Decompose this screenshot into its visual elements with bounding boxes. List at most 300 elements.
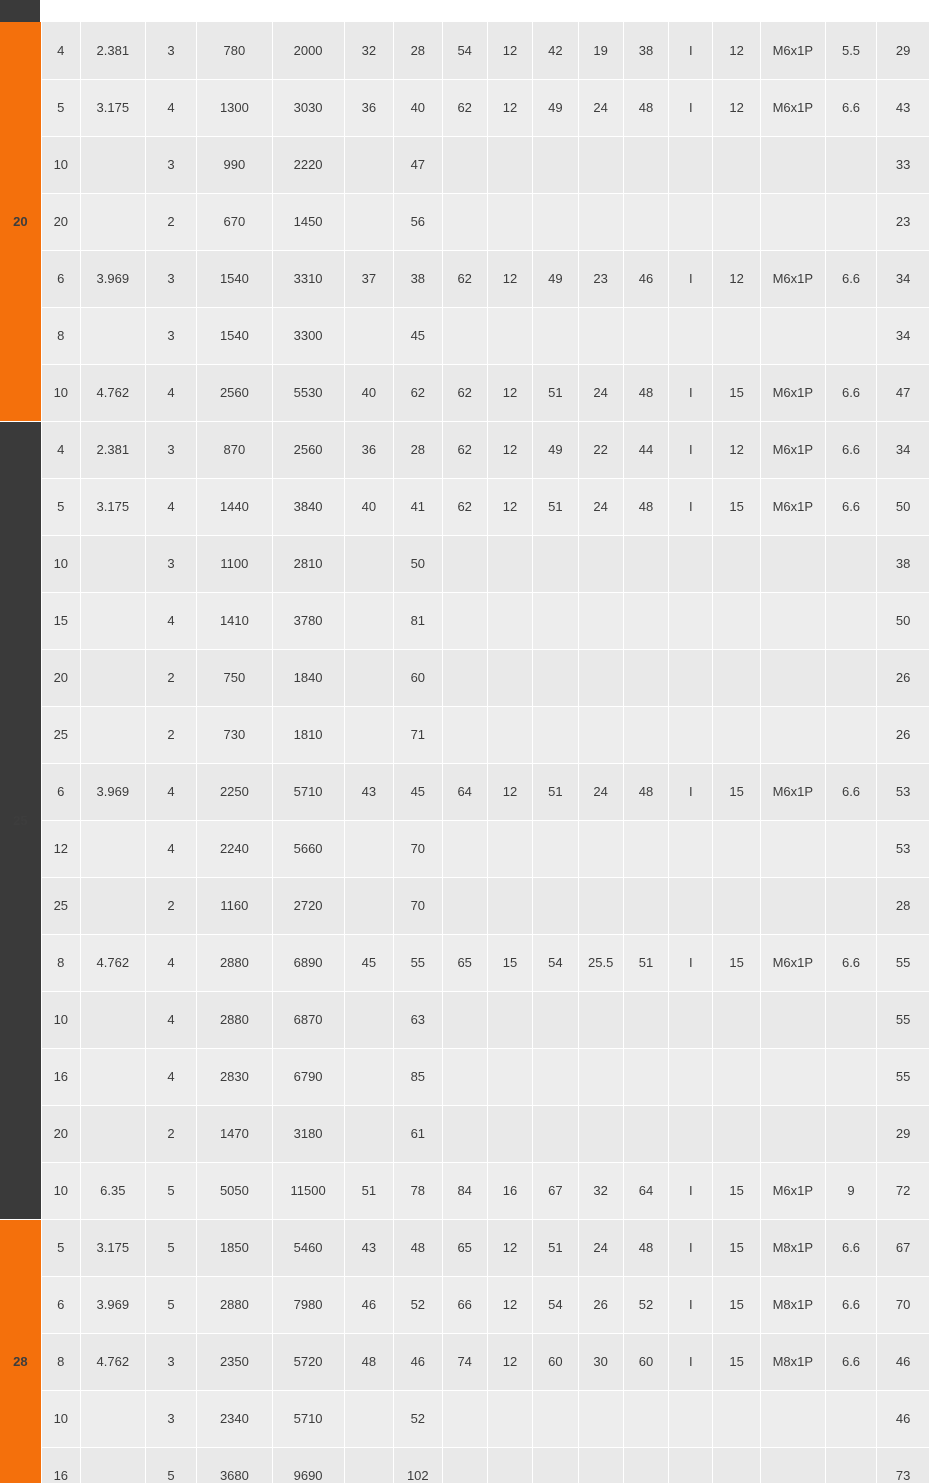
table-cell (344, 1390, 393, 1447)
table-cell: M6x1P (760, 934, 825, 991)
table-cell: 15 (487, 934, 532, 991)
table-cell: 15 (713, 478, 760, 535)
table-cell (487, 592, 532, 649)
table-cell: 43 (877, 79, 930, 136)
table-cell: 70 (877, 1276, 930, 1333)
table-cell: 46 (623, 250, 668, 307)
table-cell: 55 (877, 934, 930, 991)
table-row (0, 1447, 930, 1483)
table-cell: 2 (145, 706, 197, 763)
table-cell: 36 (344, 79, 393, 136)
table-cell: 8 (41, 934, 80, 991)
table-cell: 4 (145, 934, 197, 991)
table-cell: 6.6 (825, 763, 877, 820)
table-cell: 71 (394, 706, 442, 763)
table-cell: 1440 (197, 478, 272, 535)
table-cell: 2810 (272, 535, 344, 592)
table-cell: 730 (197, 706, 272, 763)
table-cell: 49 (533, 421, 578, 478)
table-cell (80, 592, 145, 649)
table-cell (487, 535, 532, 592)
table-cell: 15 (713, 1162, 760, 1219)
table-cell (760, 991, 825, 1048)
table-cell (760, 1390, 825, 1447)
table-cell: 26 (578, 1276, 623, 1333)
table-cell (442, 1105, 487, 1162)
table-cell: 51 (533, 1219, 578, 1276)
table-cell: M6x1P (760, 478, 825, 535)
table-cell (669, 1048, 713, 1105)
table-cell: 49 (533, 79, 578, 136)
table-cell: 2560 (272, 421, 344, 478)
table-cell (442, 877, 487, 934)
table-cell: 9690 (272, 1447, 344, 1483)
table-row (0, 934, 930, 991)
table-cell (713, 877, 760, 934)
table-cell: M8x1P (760, 1276, 825, 1333)
table-cell (825, 991, 877, 1048)
table-cell: 3840 (272, 478, 344, 535)
table-cell (760, 535, 825, 592)
table-cell: 10 (41, 991, 80, 1048)
table-cell (760, 1105, 825, 1162)
table-cell: 870 (197, 421, 272, 478)
table-cell: 3 (145, 1333, 197, 1390)
table-cell (825, 1390, 877, 1447)
table-cell: 1100 (197, 535, 272, 592)
table-cell (578, 820, 623, 877)
table-cell: 2 (145, 649, 197, 706)
table-cell: 3300 (272, 307, 344, 364)
table-cell: 81 (394, 592, 442, 649)
table-cell: 40 (344, 364, 393, 421)
table-cell: 12 (713, 421, 760, 478)
table-cell: 20 (41, 649, 80, 706)
table-cell: 2880 (197, 1276, 272, 1333)
table-cell: 30 (578, 1333, 623, 1390)
table-cell: 12 (487, 1219, 532, 1276)
table-top-strip (0, 0, 930, 22)
table-cell (623, 1048, 668, 1105)
table-cell (760, 877, 825, 934)
table-cell: 4 (145, 820, 197, 877)
table-cell: 5 (41, 79, 80, 136)
table-cell: 3180 (272, 1105, 344, 1162)
table-cell: 3.969 (80, 250, 145, 307)
table-cell: 67 (533, 1162, 578, 1219)
table-cell (442, 1048, 487, 1105)
table-cell: 40 (394, 79, 442, 136)
table-cell: 48 (623, 1219, 668, 1276)
table-row (0, 478, 930, 535)
table-cell: 9 (825, 1162, 877, 1219)
table-cell: 24 (578, 763, 623, 820)
table-cell (533, 1048, 578, 1105)
table-cell: 24 (578, 79, 623, 136)
table-row (0, 820, 930, 877)
table-cell (825, 1048, 877, 1105)
table-cell: M6x1P (760, 763, 825, 820)
table-cell (669, 1105, 713, 1162)
table-cell: 38 (623, 22, 668, 79)
table-cell: 750 (197, 649, 272, 706)
table-cell (533, 592, 578, 649)
table-cell (760, 820, 825, 877)
table-cell (578, 1447, 623, 1483)
table-cell: I (669, 364, 713, 421)
table-cell: 3 (145, 22, 197, 79)
table-cell: 12 (487, 22, 532, 79)
table-cell: 1160 (197, 877, 272, 934)
table-cell (825, 706, 877, 763)
table-cell (80, 1390, 145, 1447)
table-cell: 24 (578, 364, 623, 421)
table-cell (623, 136, 668, 193)
table-cell (344, 706, 393, 763)
table-cell: 48 (344, 1333, 393, 1390)
table-cell: 10 (41, 535, 80, 592)
table-cell: 12 (487, 364, 532, 421)
table-cell: 12 (487, 79, 532, 136)
table-cell: 54 (533, 934, 578, 991)
table-cell: 3 (145, 136, 197, 193)
table-cell (344, 991, 393, 1048)
table-cell: 63 (394, 991, 442, 1048)
table-cell: 23 (877, 193, 930, 250)
table-row (0, 1390, 930, 1447)
group-label-cell: 20 (0, 22, 41, 421)
table-row (0, 592, 930, 649)
table-cell: 4 (41, 421, 80, 478)
table-cell: I (669, 478, 713, 535)
table-cell: 15 (713, 1276, 760, 1333)
table-cell (669, 877, 713, 934)
table-cell: 2.381 (80, 22, 145, 79)
table-cell: 12 (41, 820, 80, 877)
table-cell: 1300 (197, 79, 272, 136)
table-cell: I (669, 934, 713, 991)
table-cell: 6790 (272, 1048, 344, 1105)
table-cell: 4 (41, 22, 80, 79)
table-cell: 3 (145, 307, 197, 364)
table-cell: 15 (713, 934, 760, 991)
table-row (0, 1105, 930, 1162)
table-cell (578, 1105, 623, 1162)
table-cell: 11500 (272, 1162, 344, 1219)
table-cell: 62 (394, 364, 442, 421)
table-cell: 49 (533, 250, 578, 307)
table-cell (442, 535, 487, 592)
table-cell: 8 (41, 1333, 80, 1390)
table-cell: 45 (344, 934, 393, 991)
table-cell (442, 649, 487, 706)
table-cell: 2 (145, 877, 197, 934)
table-cell: 6.6 (825, 1276, 877, 1333)
table-cell: 54 (442, 22, 487, 79)
table-cell: 34 (877, 250, 930, 307)
table-cell: 10 (41, 136, 80, 193)
table-cell (487, 1048, 532, 1105)
table-cell: 1540 (197, 250, 272, 307)
table-cell: 3.969 (80, 1276, 145, 1333)
table-cell (669, 820, 713, 877)
table-cell: 5710 (272, 763, 344, 820)
table-cell: 25.5 (578, 934, 623, 991)
table-cell: 3 (145, 421, 197, 478)
table-cell: 3030 (272, 79, 344, 136)
table-cell: 32 (344, 22, 393, 79)
table-cell (80, 1447, 145, 1483)
table-row (0, 706, 930, 763)
table-cell: 2240 (197, 820, 272, 877)
table-cell: 6.6 (825, 478, 877, 535)
table-cell (80, 307, 145, 364)
table-cell (487, 136, 532, 193)
table-cell (623, 535, 668, 592)
table-cell: 4 (145, 991, 197, 1048)
table-cell: 12 (487, 1276, 532, 1333)
table-cell (713, 136, 760, 193)
table-cell: 6.6 (825, 1333, 877, 1390)
table-cell: 12 (487, 421, 532, 478)
table-cell: 20 (41, 1105, 80, 1162)
table-cell (669, 535, 713, 592)
table-cell: 19 (578, 22, 623, 79)
table-cell (825, 592, 877, 649)
table-cell (80, 649, 145, 706)
table-cell (578, 649, 623, 706)
table-cell (344, 136, 393, 193)
table-cell: 62 (442, 79, 487, 136)
table-cell: 2880 (197, 991, 272, 1048)
table-cell: 3.969 (80, 763, 145, 820)
table-cell: 38 (877, 535, 930, 592)
table-cell: 47 (877, 364, 930, 421)
table-cell: 2 (145, 1105, 197, 1162)
table-cell: 53 (877, 820, 930, 877)
table-cell: 72 (877, 1162, 930, 1219)
table-cell: 2830 (197, 1048, 272, 1105)
table-cell (825, 649, 877, 706)
table-cell: 5530 (272, 364, 344, 421)
table-cell: 84 (442, 1162, 487, 1219)
table-cell (825, 1447, 877, 1483)
table-cell (578, 592, 623, 649)
table-cell: 55 (877, 1048, 930, 1105)
table-cell: 65 (442, 1219, 487, 1276)
table-cell: I (669, 763, 713, 820)
table-cell (760, 193, 825, 250)
table-cell (442, 193, 487, 250)
table-cell: 41 (394, 478, 442, 535)
table-cell: 16 (41, 1447, 80, 1483)
table-cell (825, 877, 877, 934)
table-cell (623, 1390, 668, 1447)
table-cell: 2350 (197, 1333, 272, 1390)
table-cell: 3 (145, 250, 197, 307)
table-row (0, 763, 930, 820)
table-cell: 3310 (272, 250, 344, 307)
top-strip-group-cell (0, 0, 40, 22)
table-row (0, 1048, 930, 1105)
table-cell: 5050 (197, 1162, 272, 1219)
table-cell: 22 (578, 421, 623, 478)
table-cell: 51 (533, 763, 578, 820)
table-cell (80, 1048, 145, 1105)
table-cell (623, 307, 668, 364)
table-cell (578, 991, 623, 1048)
table-cell (80, 136, 145, 193)
table-cell: 8 (41, 307, 80, 364)
group-label-cell: 28 (0, 1219, 41, 1483)
table-cell: 34 (877, 421, 930, 478)
table-cell: 78 (394, 1162, 442, 1219)
table-row (0, 193, 930, 250)
table-cell (533, 991, 578, 1048)
table-cell: 4.762 (80, 934, 145, 991)
table-cell (760, 136, 825, 193)
table-cell: 7980 (272, 1276, 344, 1333)
table-cell: 6.6 (825, 934, 877, 991)
table-cell (80, 193, 145, 250)
table-cell: 12 (713, 79, 760, 136)
table-cell (825, 136, 877, 193)
table-cell (760, 1447, 825, 1483)
table-cell (669, 649, 713, 706)
table-cell: 60 (623, 1333, 668, 1390)
table-cell: 3.175 (80, 79, 145, 136)
table-cell: 50 (877, 592, 930, 649)
table-cell (669, 592, 713, 649)
table-cell: 25 (41, 877, 80, 934)
table-cell (713, 1048, 760, 1105)
table-cell (578, 193, 623, 250)
table-cell (487, 1105, 532, 1162)
table-cell (533, 649, 578, 706)
table-cell (578, 307, 623, 364)
table-cell: 36 (344, 421, 393, 478)
table-cell: 52 (394, 1276, 442, 1333)
table-cell: 6890 (272, 934, 344, 991)
table-cell: M6x1P (760, 1162, 825, 1219)
table-cell (760, 706, 825, 763)
table-cell (713, 649, 760, 706)
table-cell: 24 (578, 1219, 623, 1276)
table-cell: 16 (41, 1048, 80, 1105)
table-cell: 48 (623, 763, 668, 820)
table-cell: 38 (394, 250, 442, 307)
table-cell: I (669, 1219, 713, 1276)
table-cell (578, 706, 623, 763)
table-cell (713, 592, 760, 649)
table-cell: 62 (442, 478, 487, 535)
table-cell (825, 820, 877, 877)
table-cell (825, 535, 877, 592)
table-row (0, 250, 930, 307)
table-cell (80, 877, 145, 934)
table-cell: I (669, 421, 713, 478)
table-cell (442, 991, 487, 1048)
table-row (0, 364, 930, 421)
table-cell: 4 (145, 1048, 197, 1105)
table-cell: 33 (877, 136, 930, 193)
table-cell: 2.381 (80, 421, 145, 478)
table-cell: 85 (394, 1048, 442, 1105)
table-cell: 2880 (197, 934, 272, 991)
table-cell: 4 (145, 364, 197, 421)
table-cell (533, 1390, 578, 1447)
table-row (0, 1219, 930, 1276)
table-cell: 6.6 (825, 421, 877, 478)
table-cell: 12 (487, 763, 532, 820)
table-cell: 15 (713, 364, 760, 421)
table-cell (344, 535, 393, 592)
table-cell: 48 (623, 79, 668, 136)
table-cell (623, 592, 668, 649)
table-cell (623, 820, 668, 877)
table-cell (578, 136, 623, 193)
table-cell (533, 820, 578, 877)
table-cell: 61 (394, 1105, 442, 1162)
table-cell: 2 (145, 193, 197, 250)
table-cell: 5 (41, 478, 80, 535)
table-cell: 12 (487, 250, 532, 307)
table-cell: 29 (877, 22, 930, 79)
table-cell (623, 706, 668, 763)
table-cell (713, 706, 760, 763)
table-cell: 3.175 (80, 478, 145, 535)
table-cell (80, 1105, 145, 1162)
top-strip-body (40, 0, 930, 22)
table-cell (344, 877, 393, 934)
table-cell (80, 991, 145, 1048)
table-cell: 4 (145, 592, 197, 649)
table-cell (669, 1447, 713, 1483)
table-cell (669, 991, 713, 1048)
table-cell: M6x1P (760, 22, 825, 79)
table-cell: 2250 (197, 763, 272, 820)
table-cell: 1470 (197, 1105, 272, 1162)
table-cell: 2340 (197, 1390, 272, 1447)
table-cell: 15 (41, 592, 80, 649)
table-cell: 52 (394, 1390, 442, 1447)
table-cell (487, 820, 532, 877)
table-cell (578, 1390, 623, 1447)
table-cell (713, 991, 760, 1048)
table-cell (487, 193, 532, 250)
table-cell: 5.5 (825, 22, 877, 79)
table-cell (713, 1447, 760, 1483)
table-cell: 780 (197, 22, 272, 79)
table-cell: 6.6 (825, 250, 877, 307)
table-cell (344, 193, 393, 250)
table-cell: 60 (394, 649, 442, 706)
table-cell: 6870 (272, 991, 344, 1048)
table-cell (533, 877, 578, 934)
table-cell (344, 1048, 393, 1105)
table-cell (760, 592, 825, 649)
table-cell: 46 (877, 1333, 930, 1390)
table-cell: 4 (145, 478, 197, 535)
table-cell (533, 193, 578, 250)
table-cell: 42 (533, 22, 578, 79)
table-cell: 15 (713, 1219, 760, 1276)
table-cell: 4 (145, 79, 197, 136)
table-cell: 12 (487, 478, 532, 535)
table-cell: 28 (877, 877, 930, 934)
table-row (0, 136, 930, 193)
table-cell: 4 (145, 763, 197, 820)
